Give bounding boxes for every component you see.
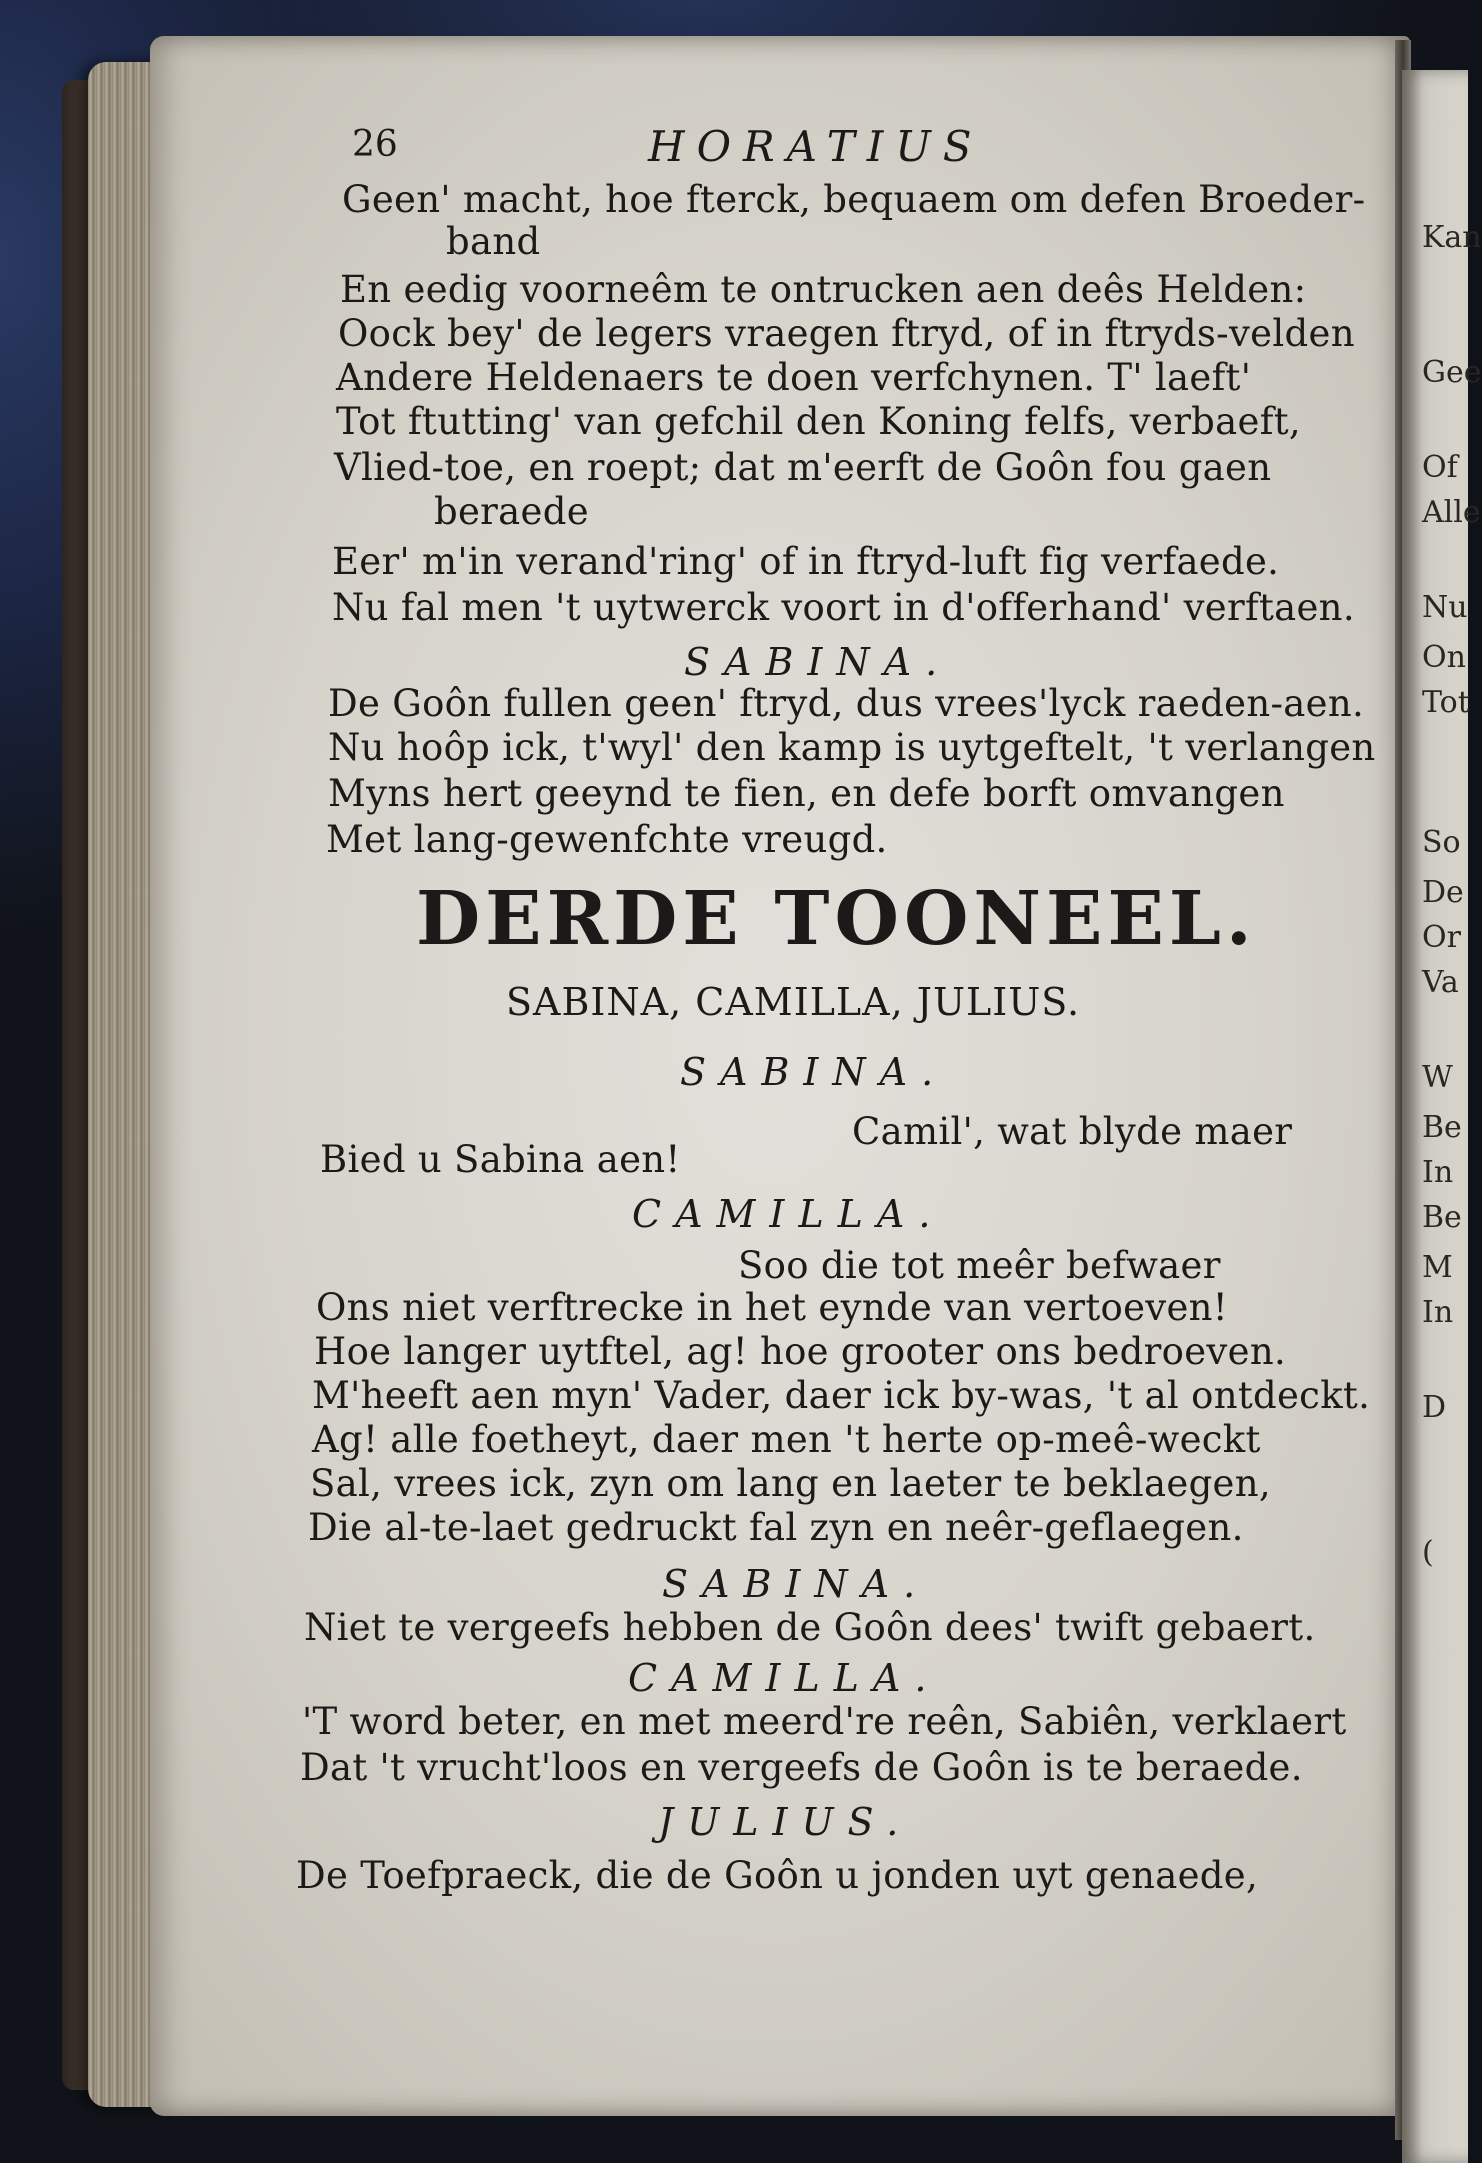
verse-line: Geen' macht, hoe fterck, bequaem om defen Broeder- (342, 178, 1366, 221)
speaker-heading: SABINA. (684, 640, 952, 684)
verse-line: Die al-te-laet gedruckt fal zyn en neêr-geflaegen. (308, 1506, 1244, 1549)
facing-page-text: Va (1422, 965, 1459, 1000)
verse-line: Nu hoôp ick, t'wyl' den kamp is uytgeftelt, 't verlangen (328, 726, 1376, 769)
running-head: HORATIUS (648, 122, 984, 171)
verse-line: Tot ftutting' van gefchil den Koning felfs, verbaeft, (336, 400, 1301, 443)
facing-page-text: In (1422, 1155, 1454, 1190)
facing-page-text: On (1422, 640, 1466, 675)
verse-line: Nu fal men 't uytwerck voort in d'offerhand' verftaen. (332, 586, 1355, 629)
verse-line: Sal, vrees ick, zyn om lang en laeter te beklaegen, (310, 1462, 1271, 1505)
verse-line: beraede (434, 490, 589, 533)
facing-page-text: So (1422, 825, 1461, 860)
facing-page-text: Alle (1422, 495, 1481, 530)
facing-page-text: Of (1422, 450, 1458, 485)
scene-characters: SABINA, CAMILLA, JULIUS. (506, 980, 1081, 1024)
facing-page-text: Be (1422, 1110, 1462, 1145)
verse-line: 'T word beter, en met meerd're reên, Sabiên, verklaert (302, 1700, 1347, 1743)
speaker-heading: JULIUS. (658, 1800, 913, 1844)
facing-page-text: Be (1422, 1200, 1462, 1235)
verse-line: Met lang-gewenfchte vreugd. (326, 818, 888, 861)
facing-page-text: Kan (1422, 220, 1482, 255)
scene-title: DERDE TOONEEL. (416, 876, 1257, 962)
speaker-heading: SABINA. (680, 1050, 948, 1094)
verse-line: Camil', wat blyde maer (852, 1110, 1293, 1153)
page-number: 26 (352, 124, 398, 165)
verse-line: Niet te vergeefs hebben de Goôn dees' twift gebaert. (304, 1606, 1316, 1649)
verse-line: Bied u Sabina aen! (320, 1138, 681, 1181)
facing-page-text: De (1422, 875, 1464, 910)
verse-line: En eedig voorneêm te ontrucken aen deês Helden: (340, 268, 1307, 311)
facing-page-text: In (1422, 1295, 1454, 1330)
facing-page-text: ( (1422, 1535, 1434, 1570)
verse-line: band (446, 220, 541, 263)
verse-line: De Goôn fullen geen' ftryd, dus vrees'lyck raeden-aen. (328, 682, 1365, 725)
verse-line: Ag! alle foetheyt, daer men 't herte op-meê-weckt (312, 1418, 1261, 1461)
verse-line: Oock bey' de legers vraegen ftryd, of in ftryds-velden (338, 312, 1355, 355)
verse-line: Soo die tot meêr befwaer (738, 1244, 1221, 1287)
facing-page-text: W (1422, 1060, 1453, 1095)
verse-line: Myns hert geeynd te fien, en defe borft omvangen (328, 772, 1285, 815)
facing-page-text: Nu (1422, 590, 1468, 625)
facing-page-text: Tot (1422, 685, 1470, 720)
facing-page-text: M (1422, 1250, 1453, 1285)
verse-line: Ons niet verftrecke in het eynde van vertoeven! (316, 1286, 1228, 1329)
verse-line: Hoe langer uytftel, ag! hoe grooter ons bedroeven. (314, 1330, 1287, 1373)
verse-line: Dat 't vrucht'loos en vergeefs de Goôn is te beraede. (300, 1746, 1303, 1789)
speaker-heading: CAMILLA. (632, 1192, 945, 1236)
speaker-heading: SABINA. (662, 1562, 930, 1606)
facing-page-text: D (1422, 1390, 1447, 1425)
verse-line: Andere Heldenaers te doen verfchynen. T' laeft' (336, 356, 1252, 399)
facing-page-text: Gee (1422, 355, 1482, 390)
facing-page-text: Or (1422, 920, 1461, 955)
verse-line: Vlied-toe, en roept; dat m'eerft de Goôn fou gaen (334, 446, 1272, 489)
verse-line: Eer' m'in verand'ring' of in ftryd-luft fig verfaede. (332, 540, 1280, 583)
speaker-heading: CAMILLA. (628, 1656, 941, 1700)
verse-line: M'heeft aen myn' Vader, daer ick by-was, 't al ontdeckt. (312, 1374, 1371, 1417)
verse-line: De Toefpraeck, die de Goôn u jonden uyt genaede, (296, 1854, 1259, 1897)
